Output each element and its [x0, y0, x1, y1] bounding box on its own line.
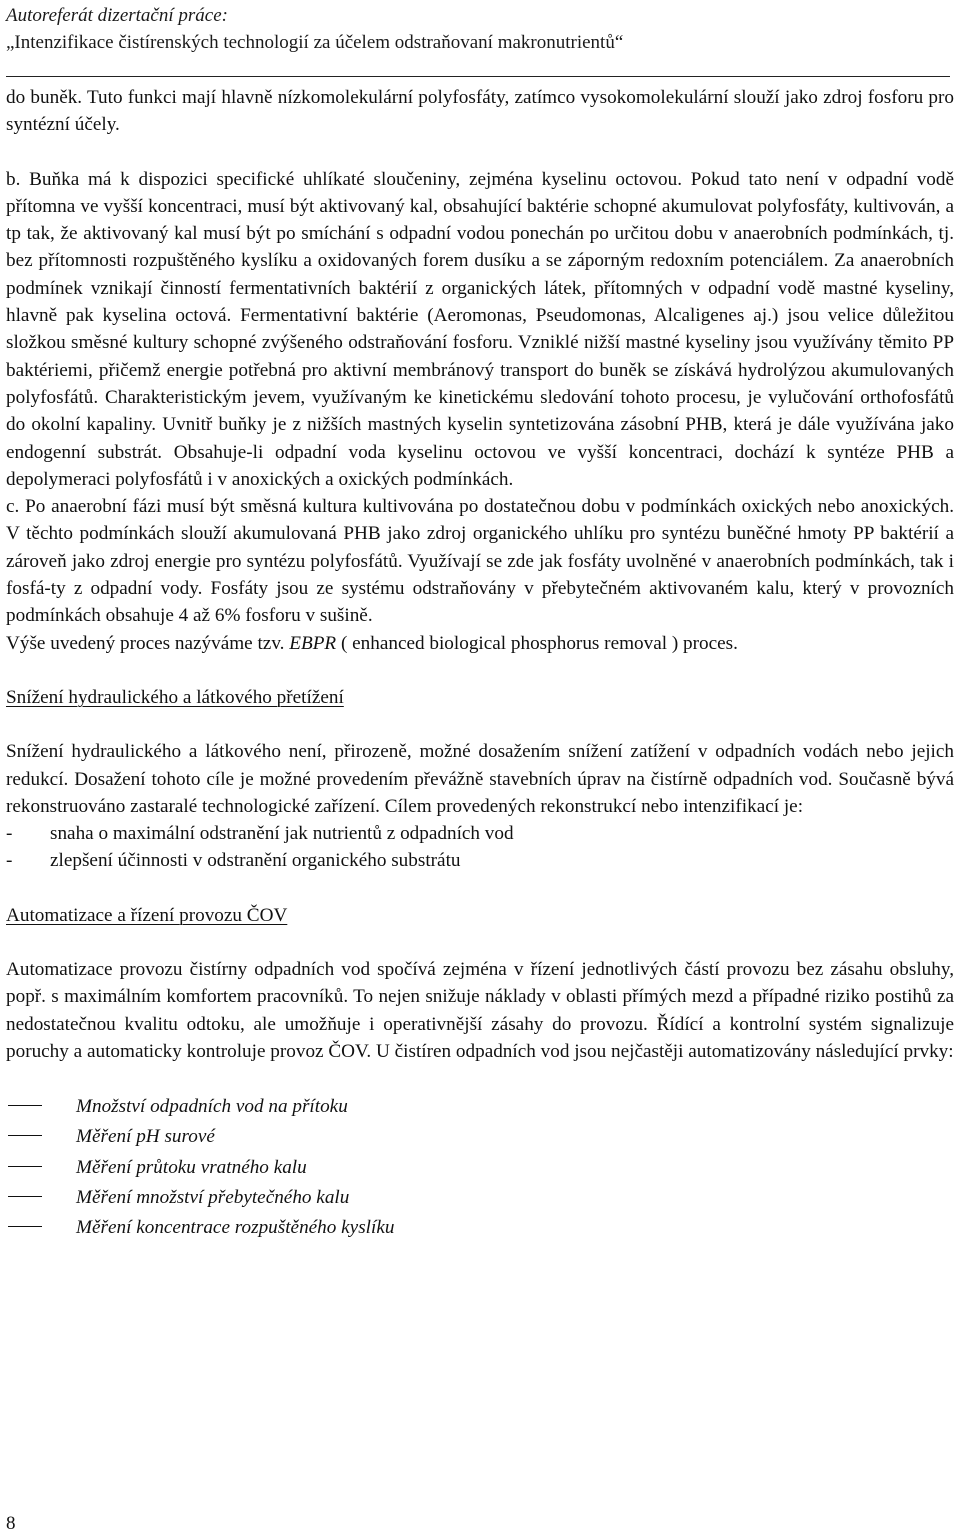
spacer	[6, 929, 954, 956]
section-heading-automation: Automatizace a řízení provozu ČOV	[6, 904, 288, 926]
page-body	[6, 84, 954, 1243]
list-item	[6, 1092, 954, 1122]
em-dash-bullet	[8, 1135, 42, 1136]
em-dash-bullet	[8, 1226, 42, 1227]
list-item-text: Měření množství přebytečného kalu	[76, 1186, 350, 1208]
paragraph-continuation: do buněk. Tuto funkci mají hlavně nízkomolekulární polyfosfáty, zatímco vysokomolekulární slouží jako zdroj fosforu pro syntézní účely.	[6, 87, 954, 136]
section-text-automation: Automatizace provozu čistírny odpadních vod spočívá zejména v řízení jednotlivých částí provozu bez zásahu obsluhy, popř. s maximálním komfortem pracovníků. To nejen snižuje náklady v oblasti přímých mezd a případné riziko postihů za nedostatečnou kvalitu odtoku, ale umožňuje i operativnější zásahy do provozu. Řídící a kontrolní systém signalizuje poruchy a automaticky kontroluje provoz ČOV. U čistíren odpadních vod jsou nejčastěji automatizovány následující prvky:	[6, 959, 954, 1062]
list-item	[6, 1122, 954, 1152]
ebpr-text-before: Výše uvedený proces nazýváme tzv.	[6, 632, 290, 654]
list-item-text: Měření pH surové	[76, 1126, 215, 1148]
list-item-text: Množství odpadních vod na přítoku	[76, 1096, 348, 1118]
list-dash: -	[6, 823, 13, 845]
spacer	[6, 875, 954, 902]
paragraph-c: c. Po anaerobní fázi musí být směsná kultura kultivována po dostatečnou dobu v podmínkách oxických nebo anoxických. V těchto podmínkách slouží akumulovaná PHB jako zdroj organického uhlíku pro syntézu buněčné hmoty PP baktérií a zároveň jako zdroj energie pro syntézu polyfosfátů. Využívají se zde jak fosfáty uvolněné v anaerobních podmínkách, tak i fosfá-ty z odpadní vody. Fosfáty jsou ze systému odstraňovány v přebytečném aktivovaném kalu, který v provozních podmínkách obsahuje 4 až 6% fosforu v sušině.	[6, 496, 954, 627]
ebpr-term: EBPR	[289, 632, 337, 654]
list-item	[6, 1213, 954, 1243]
list-item	[6, 820, 954, 847]
list-item	[6, 1183, 954, 1213]
ebpr-text-after: ( enhanced biological phosphorus removal ) proces.	[336, 632, 738, 654]
em-dash-bullet	[8, 1105, 42, 1106]
em-dash-bullet	[8, 1166, 42, 1167]
section-heading-overload: Snížení hydraulického a látkového přetížení	[6, 686, 344, 708]
list-item-text: Měření průtoku vratného kalu	[76, 1156, 307, 1178]
list-dash: -	[6, 850, 13, 872]
paragraph-b: b. Buňka má k dispozici specifické uhlíkaté sloučeniny, zejména kyselinu octovou. Pokud tato není v odpadní vodě přítomna ve vyšší koncentraci, musí být aktivovaný kal, obsahující baktérie schopné akumulovat polyfosfáty, kultivován, a tp tak, že aktivovaný kal musí být po smíchání s odpadní vodou ponechán po určitou dobu v anaerobních podmínkách, tj. bez přítomnosti rozpuštěného kyslíku a oxidovaných forem dusíku a se záporným redoxním potenciálem. Za anaerobních podmínek vznikají činností fermentativních baktérií z organických látek, přítomných v odpadní vodě mastné kyseliny, hlavně pak kyselina octová. Fermentativní baktérie (Aeromonas, Pseudomonas, Alcaligenes aj.) jsou velice důležitou složkou směsné kultury schopné zvýšeného odstraňování fosforu. Vzniklé nižší mastné kyseliny jsou využívány těmito PP baktériemi, přičemž energie potřebná pro aktivní membránový transport do buněk se získává hydrolýzou akumulovaných polyfosfátů. Charakteristickým jevem, využívaným ke kinetickému sledování tohoto procesu, je vylučování orthofosfátů do okolní kapaliny. Uvnitř buňky je z nižších mastných kyselin syntetizována zásobní PHB, která je dále využívána jako endogenní substrát. Obsahuje-li odpadní voda kyselinu octovou ve vyšší koncentraci, dochází k syntéze PHB a depolymeraci polyfosfátů i v anoxických a oxických podmínkách.	[6, 168, 954, 490]
spacer	[6, 657, 954, 684]
section-text-overload: Snížení hydraulického a látkového není, přirozeně, možné dosažením snížení zatížení v odpadních vodách nebo jejich redukcí. Dosažení tohoto cíle je možné provedením převážně stavebních úprav na čistírně odpadních vod. Současně bývá rekonstruováno zastaralé technologické zařízení. Cílem provedených rekonstrukcí nebo intenzifikací je:	[6, 741, 954, 817]
list-item-text: snaha o maximální odstranění jak nutrientů z odpadních vod	[50, 823, 514, 845]
em-dash-bullet	[8, 1196, 42, 1197]
running-head-title: „Intenzifikace čistírenských technologií za účelem odstraňovaní makronutrientů“	[6, 32, 624, 53]
running-head-label: Autoreferát dizertační práce:	[6, 5, 228, 26]
spacer	[6, 1065, 954, 1092]
list-item	[6, 1153, 954, 1183]
page-number: 8	[6, 1513, 16, 1534]
header-rule	[6, 76, 950, 77]
spacer	[6, 711, 954, 738]
paragraph-ebpr	[6, 630, 954, 657]
list-item-text: Měření koncentrace rozpuštěného kyslíku	[76, 1217, 395, 1239]
list-item	[6, 847, 954, 874]
list-item-text: zlepšení účinnosti v odstranění organického substrátu	[50, 850, 461, 872]
spacer	[6, 139, 954, 166]
automated-elements-list	[6, 1092, 954, 1243]
running-head	[6, 2, 950, 56]
